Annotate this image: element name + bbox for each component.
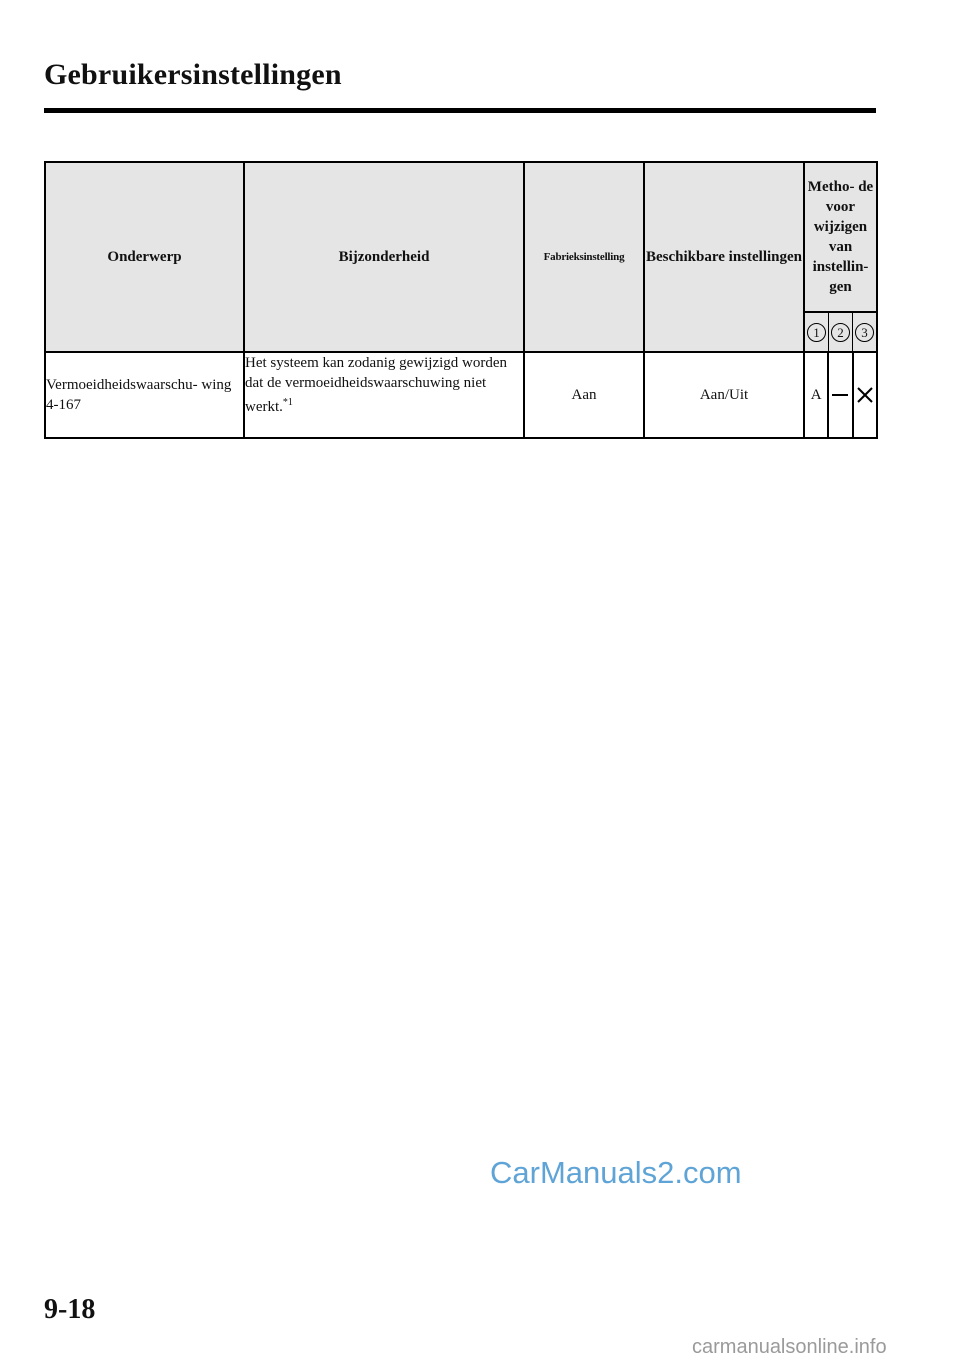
watermark-logo: CarManuals2.com (490, 1155, 742, 1190)
not-applicable-dash-icon (832, 394, 848, 396)
method-2-cell (827, 353, 851, 437)
footer-url: carmanualsonline.info (692, 1336, 887, 1358)
title-rule (44, 108, 876, 113)
section-title: Gebruikersinstellingen (44, 58, 342, 91)
page-number: 9-18 (44, 1294, 96, 1325)
header-available: Beschikbare instellingen (644, 162, 804, 352)
row-detail-note: *1 (282, 397, 293, 408)
settings-table (44, 161, 878, 439)
row-methods (804, 352, 877, 438)
method-divider (828, 313, 829, 351)
header-method-numbers (804, 312, 877, 352)
method-1-cell: A (810, 386, 822, 403)
not-available-cross-icon (857, 387, 873, 403)
method-1-number: 1 (807, 323, 826, 342)
method-3-cell (852, 353, 876, 437)
row-detail (244, 352, 524, 438)
method-3-number: 3 (855, 323, 874, 342)
method-2-number: 2 (831, 323, 850, 342)
header-detail: Bijzonderheid (244, 162, 524, 352)
row-available: Aan/Uit (644, 352, 804, 438)
method-divider (852, 313, 853, 351)
row-detail-text: Het systeem kan zodanig gewijzigd worden dat de vermoeidheidswaarschuwing niet werkt. (245, 355, 508, 415)
header-method: Metho- de voor wijzigen van instellin- gen (804, 162, 877, 312)
table-row (45, 352, 877, 438)
row-topic: Vermoeidheidswaarschu- wing 4-167 (45, 352, 244, 438)
header-topic: Onderwerp (45, 162, 244, 352)
header-factory: Fabrieksinstelling (524, 162, 644, 352)
row-factory: Aan (524, 352, 644, 438)
